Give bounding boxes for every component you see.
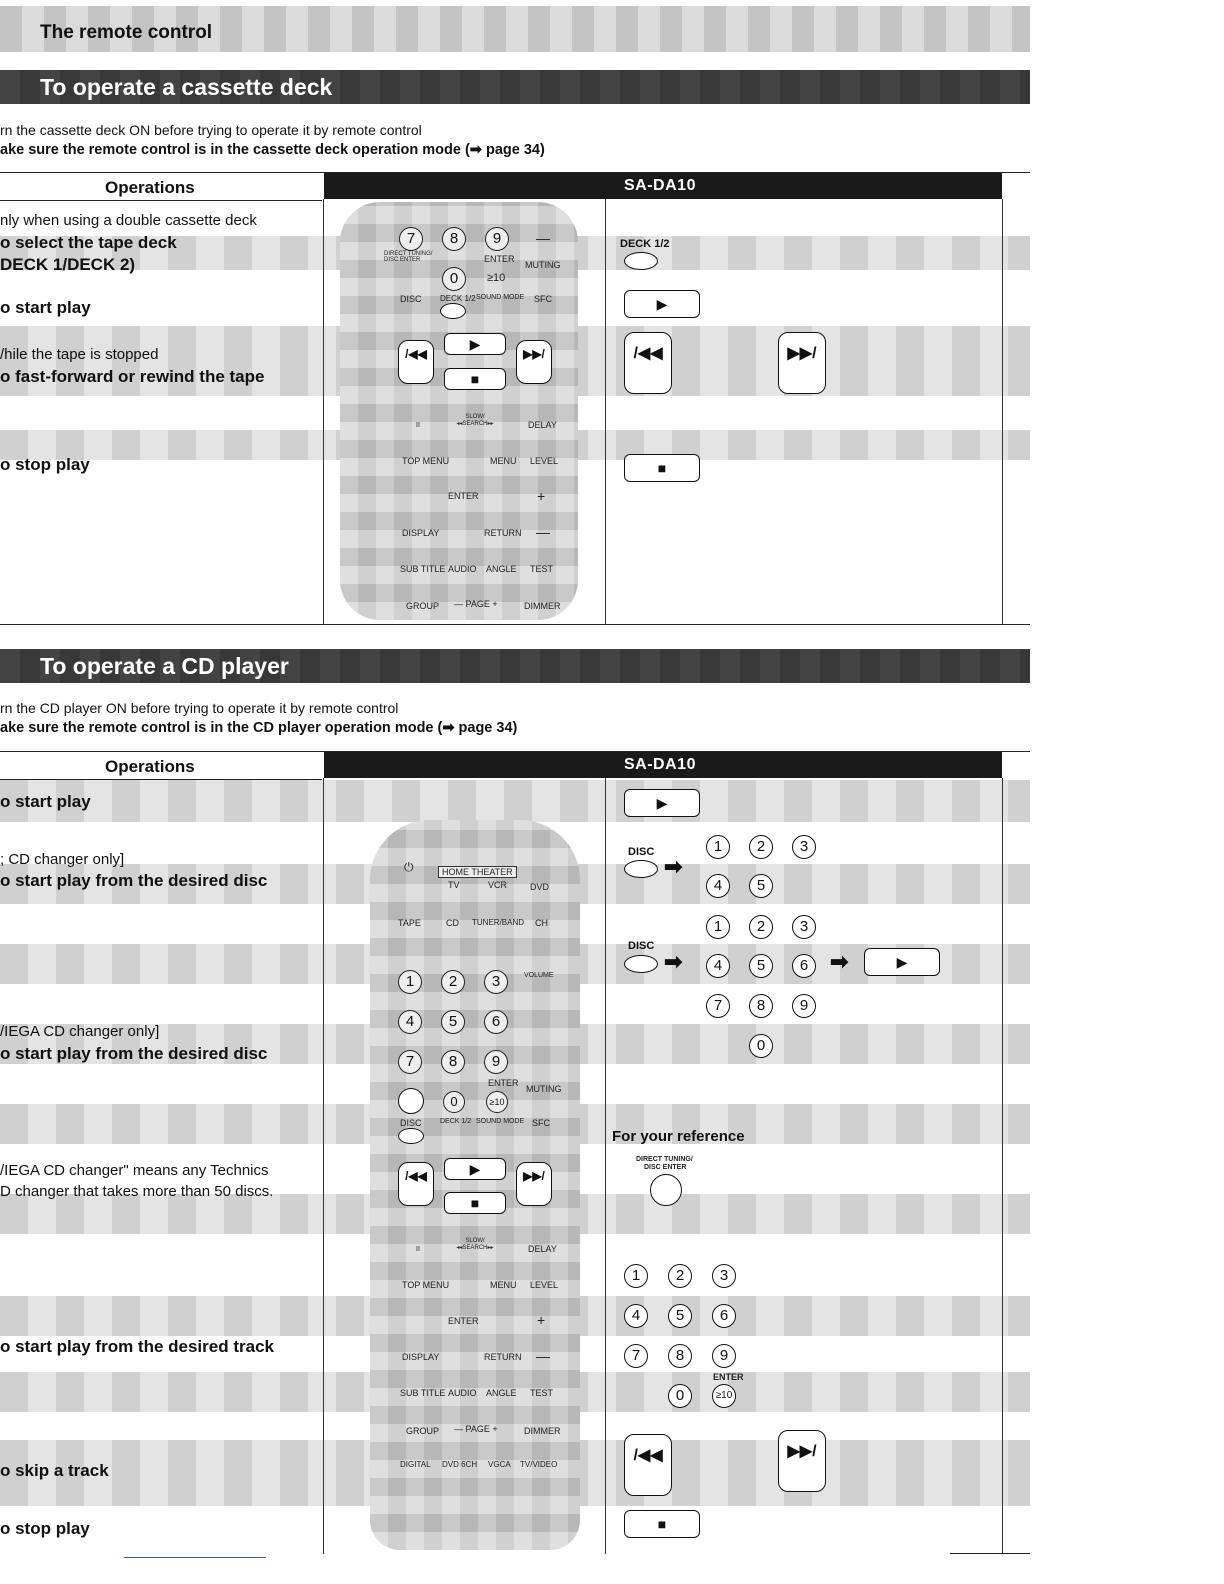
remote-cd-key-6: 6 — [484, 1010, 508, 1034]
cd-op3-key-8: 8 — [749, 994, 773, 1018]
remote-cd-deck12-label: DECK 1/2 — [440, 1118, 472, 1125]
ff-icon: ▶▶/ — [523, 1169, 545, 1183]
cd-op2-key-3: 3 — [792, 835, 816, 859]
cd-play-key — [624, 789, 700, 817]
remote-angle-label: ANGLE — [486, 564, 517, 574]
remote-cd-tv-video-label: TV/VIDEO — [520, 1460, 558, 1469]
remote-cd-stop-button — [444, 1192, 506, 1214]
remote-cd-pause-label: II — [416, 1246, 420, 1253]
remote-cd-key-0: 0 — [443, 1091, 465, 1113]
remote-cd-key-8: 8 — [441, 1050, 465, 1074]
remote-ff-button — [516, 340, 552, 384]
cd-stripe-1 — [0, 780, 1030, 822]
remote-cd-menu-label: MENU — [490, 1280, 517, 1290]
remote-play-button — [444, 333, 506, 355]
reference-title: For your reference — [612, 1128, 745, 1145]
cd-disc-label-1: DISC — [628, 846, 655, 858]
remote-cd-digital-label: DIGITAL — [400, 1460, 431, 1469]
cd-op3-main: o start play from the desired disc — [0, 1044, 268, 1063]
cd-rew-key — [624, 1434, 672, 1496]
remote-cd-angle-label: ANGLE — [486, 1388, 517, 1398]
cd-op4-key-ge10 — [712, 1384, 736, 1408]
remote-page-label: — PAGE + — [454, 599, 498, 609]
remote-cd-enter2-label: ENTER — [448, 1316, 479, 1326]
remote-cd-key-7: 7 — [398, 1050, 422, 1074]
remote-key-7: 7 — [399, 227, 423, 251]
remote-direct-tuning-button — [398, 1088, 424, 1114]
remote-deck12-button — [440, 303, 466, 319]
footer-rule — [950, 1553, 1030, 1554]
remote-tv-label: TV — [448, 880, 460, 890]
footer-link-rule — [124, 1557, 266, 1558]
remote-cd-key-9: 9 — [484, 1050, 508, 1074]
cd-op4-key-9: 9 — [712, 1344, 736, 1368]
cd-note-1: rn the CD player ON before trying to operate it by remote control — [0, 700, 399, 716]
remote-level-label: LEVEL — [530, 456, 559, 466]
cassette-op1-main: o select the tape deck — [0, 233, 177, 252]
cd-disc-key-2 — [624, 955, 658, 973]
remote-dimmer-label: DIMMER — [524, 601, 561, 611]
cassette-note-1: rn the cassette deck ON before trying to operate it by remote control — [0, 122, 422, 138]
remote-enter-label: ENTER — [484, 254, 515, 264]
reference-key-label-1: DIRECT TUNING/ — [636, 1156, 693, 1163]
remote-cd-test-label: TEST — [530, 1388, 554, 1398]
remote-top-menu-label: TOP MENU — [402, 456, 450, 466]
remote-cd-top-menu-label: TOP MENU — [402, 1280, 450, 1290]
cd-ops-header-label: Operations — [105, 757, 195, 776]
remote-vcr-label: VCR — [488, 880, 508, 890]
deck12-label: DECK 1/2 — [620, 238, 670, 250]
remote-cd-sound-mode-label: SOUND MODE — [476, 1118, 525, 1125]
cd-op3-note1: /IEGA CD changer" means any Technics — [0, 1162, 269, 1179]
cassette-remote-illustration — [340, 202, 578, 620]
arrow-right-icon: ➡ — [664, 854, 683, 879]
power-icon: ⏻ — [404, 860, 414, 874]
cd-op3-play-key — [864, 948, 940, 976]
remote-display-label: DISPLAY — [402, 528, 440, 538]
remote-cd-key-ge10-label: ≥10 — [489, 1097, 505, 1107]
remote-cd-dimmer-label: DIMMER — [524, 1426, 561, 1436]
arrow-right-icon: ➡ — [664, 949, 683, 974]
stop-icon: ■ — [657, 460, 667, 476]
section-title-cd: To operate a CD player — [40, 653, 289, 679]
cd-op2-sub: ; CD changer only] — [0, 851, 125, 868]
cassette-note-2: ake sure the remote control is in the cassette deck operation mode (➡ page 34) — [0, 142, 545, 158]
remote-cd-minus-label: — — [536, 1348, 550, 1364]
remote-cd-rew-button — [398, 1162, 434, 1206]
cd-model-header-label: SA-DA10 — [624, 756, 696, 773]
remote-cd-key-1: 1 — [398, 970, 422, 994]
ff-icon: ▶▶/ — [787, 345, 817, 362]
remote-ch-label: CH — [535, 918, 548, 928]
reference-key-label-2: DISC ENTER — [644, 1164, 687, 1171]
cd-op2-main: o start play from the desired disc — [0, 871, 268, 890]
remote-cd-page-label: — PAGE + — [454, 1424, 498, 1434]
remote-tape-label: TAPE — [398, 918, 421, 928]
remote-cd-audio-label: AUDIO — [448, 1388, 477, 1398]
cassette-op3-main: o fast-forward or rewind the tape — [0, 367, 265, 386]
cassette-op3-sub: /hile the tape is stopped — [0, 346, 159, 363]
rew-icon: /◀◀ — [633, 345, 663, 362]
remote-sound-mode-label: SOUND MODE — [476, 294, 525, 301]
cd-op2-key-2: 2 — [749, 835, 773, 859]
cd-op5-main: o skip a track — [0, 1461, 109, 1480]
remote-cd-muting-label: MUTING — [526, 1084, 562, 1094]
remote-cd-plus-label: + — [537, 1312, 546, 1328]
cd-col-divider-2 — [605, 778, 606, 1554]
cd-op3-key-7: 7 — [706, 994, 730, 1018]
cd-op4-key-5: 5 — [668, 1304, 692, 1328]
remote-test-label: TEST — [530, 564, 554, 574]
rew-icon: /◀◀ — [405, 1169, 427, 1183]
remote-cd-subtitle-label: SUB TITLE — [400, 1388, 446, 1398]
cassette-op2-main: o start play — [0, 298, 91, 317]
cassette-model-header — [324, 173, 1002, 199]
cd-op4-key-3: 3 — [712, 1264, 736, 1288]
cassette-table-bottom-rule — [0, 624, 1030, 625]
remote-cd-key-4: 4 — [398, 1010, 422, 1034]
cd-op2-key-5: 5 — [749, 874, 773, 898]
remote-menu-label: MENU — [490, 456, 517, 466]
remote-delay-label: DELAY — [528, 420, 557, 430]
remote-cd-key-5: 5 — [441, 1010, 465, 1034]
remote-cd-dvd6ch-label: DVD 6CH — [442, 1460, 478, 1469]
cd-op3-key-1: 1 — [706, 915, 730, 939]
play-icon: ▶ — [469, 336, 481, 352]
cassette-model-header-label: SA-DA10 — [624, 177, 696, 194]
cd-op3-key-6: 6 — [792, 954, 816, 978]
remote-cd-key-3: 3 — [484, 970, 508, 994]
cd-op4-key-6: 6 — [712, 1304, 736, 1328]
rew-icon: /◀◀ — [633, 1447, 663, 1464]
cd-op2-key-1: 1 — [706, 835, 730, 859]
ff-icon: ▶▶/ — [523, 347, 545, 361]
cd-ff-key — [778, 1430, 826, 1492]
cassette-op4-main: o stop play — [0, 455, 90, 474]
remote-key-ge10: ≥10 — [487, 272, 506, 284]
cassette-op1-main2: DECK 1/DECK 2) — [0, 255, 136, 274]
remote-slow-search-label: SLOW/ ◂◂SEARCH▸▸ — [456, 414, 494, 427]
rew-icon: /◀◀ — [405, 347, 427, 361]
remote-audio-label: AUDIO — [448, 564, 477, 574]
remote-key-0: 0 — [442, 267, 466, 291]
remote-volume-label: VOLUME — [524, 972, 554, 979]
play-icon: ▶ — [469, 1161, 481, 1177]
cd-stop-key — [624, 1510, 700, 1538]
remote-dvd-label: DVD — [530, 882, 550, 892]
remote-tuner-band-label: TUNER/BAND — [472, 918, 525, 927]
deck12-key — [624, 252, 658, 270]
remote-key-8: 8 — [442, 227, 466, 251]
cassette-ops-header — [0, 174, 322, 201]
play-icon: ▶ — [656, 795, 668, 811]
cd-op3-key-0: 0 — [749, 1034, 773, 1058]
remote-cd-key-ge10 — [486, 1091, 508, 1113]
remote-cd-group-label: GROUP — [406, 1426, 440, 1436]
remote-cd-disc-button — [398, 1128, 424, 1144]
remote-cd-sfc-label: SFC — [532, 1118, 550, 1128]
cd-op4-enter-label: ENTER — [713, 1372, 744, 1382]
remote-sfc-label: SFC — [534, 294, 552, 304]
cassette-col-divider-1 — [323, 199, 324, 624]
cd-col-divider-1 — [323, 778, 324, 1554]
remote-cd-display-label: DISPLAY — [402, 1352, 440, 1362]
remote-minus2-label: — — [536, 524, 550, 540]
stop-icon: ■ — [470, 1195, 480, 1211]
cd-op3-sub: /IEGA CD changer only] — [0, 1023, 160, 1040]
remote-minus-label: — — [536, 230, 550, 246]
cd-op4-key-1: 1 — [624, 1264, 648, 1288]
cassette-ff-key — [778, 332, 826, 394]
cd-disc-key-1 — [624, 860, 658, 878]
remote-cd-delay-label: DELAY — [528, 1244, 557, 1254]
remote-cd-enter-label: ENTER — [488, 1078, 519, 1088]
remote-group-label: GROUP — [406, 601, 440, 611]
cassette-stop-key — [624, 454, 700, 482]
arrow-right-icon: ➡ — [830, 949, 849, 974]
cd-op4-key-ge10-label: ≥10 — [715, 1390, 733, 1401]
cd-op3-key-9: 9 — [792, 994, 816, 1018]
cassette-ops-header-label: Operations — [105, 178, 195, 197]
stop-icon: ■ — [470, 371, 480, 387]
cassette-col-divider-3 — [1002, 199, 1003, 624]
remote-direct-tuning-label: DIRECT TUNING/ DISC ENTER — [384, 251, 433, 263]
cd-op4-key-7: 7 — [624, 1344, 648, 1368]
cd-remote-illustration — [370, 820, 580, 1550]
cd-op3-note2: D changer that takes more than 50 discs. — [0, 1183, 274, 1200]
remote-key-9: 9 — [485, 227, 509, 251]
play-icon: ▶ — [896, 954, 908, 970]
cd-op4-main: o start play from the desired track — [0, 1337, 274, 1356]
stop-icon: ■ — [657, 1516, 667, 1532]
remote-pause-label: II — [416, 422, 420, 429]
remote-cd-disc-label: DISC — [400, 1118, 422, 1128]
cassette-rew-key — [624, 332, 672, 394]
cd-op2-key-4: 4 — [706, 874, 730, 898]
remote-muting-label: MUTING — [525, 260, 561, 270]
ff-icon: ▶▶/ — [787, 1443, 817, 1460]
remote-enter2-label: ENTER — [448, 491, 479, 501]
remote-cd-play-button — [444, 1158, 506, 1180]
remote-disc-label: DISC — [400, 294, 422, 304]
remote-cd-label: CD — [446, 918, 459, 928]
remote-cd-ff-button — [516, 1162, 552, 1206]
cd-op3-key-2: 2 — [749, 915, 773, 939]
remote-cd-level-label: LEVEL — [530, 1280, 559, 1290]
cd-op4-key-2: 2 — [668, 1264, 692, 1288]
remote-rew-button — [398, 340, 434, 384]
remote-cd-vgca-label: VGCA — [488, 1460, 511, 1469]
section-title-cassette: To operate a cassette deck — [40, 74, 333, 100]
cd-col-divider-3 — [1002, 778, 1003, 1554]
play-icon: ▶ — [656, 296, 668, 312]
cd-op4-key-0: 0 — [668, 1384, 692, 1408]
page-title: The remote control — [40, 22, 213, 43]
remote-subtitle-label: SUB TITLE — [400, 564, 446, 574]
cd-op1-main: o start play — [0, 792, 91, 811]
remote-cd-return-label: RETURN — [484, 1352, 522, 1362]
remote-stop-button — [444, 368, 506, 390]
cd-disc-label-2: DISC — [628, 940, 655, 952]
reference-direct-tuning-key — [650, 1174, 682, 1206]
cassette-play-key — [624, 290, 700, 318]
remote-plus-label: + — [537, 488, 546, 504]
cd-model-header — [324, 752, 1002, 778]
cd-op4-key-4: 4 — [624, 1304, 648, 1328]
cd-op6-main: o stop play — [0, 1519, 90, 1538]
cd-note-2: ake sure the remote control is in the CD player operation mode (➡ page 34) — [0, 720, 518, 736]
cassette-op1-sub: nly when using a double cassette deck — [0, 212, 257, 229]
cd-ops-header — [0, 753, 322, 780]
remote-return-label: RETURN — [484, 528, 522, 538]
cd-op3-key-4: 4 — [706, 954, 730, 978]
remote-home-theater-label: HOME THEATER — [438, 866, 517, 878]
remote-cd-key-2: 2 — [441, 970, 465, 994]
cd-op4-key-8: 8 — [668, 1344, 692, 1368]
remote-cd-slow-search-label: SLOW/ ◂◂SEARCH▸▸ — [456, 1238, 494, 1251]
remote-deck12-label: DECK 1/2 — [440, 294, 476, 303]
cd-op3-key-3: 3 — [792, 915, 816, 939]
cd-op3-key-5: 5 — [749, 954, 773, 978]
cassette-col-divider-2 — [605, 199, 606, 624]
